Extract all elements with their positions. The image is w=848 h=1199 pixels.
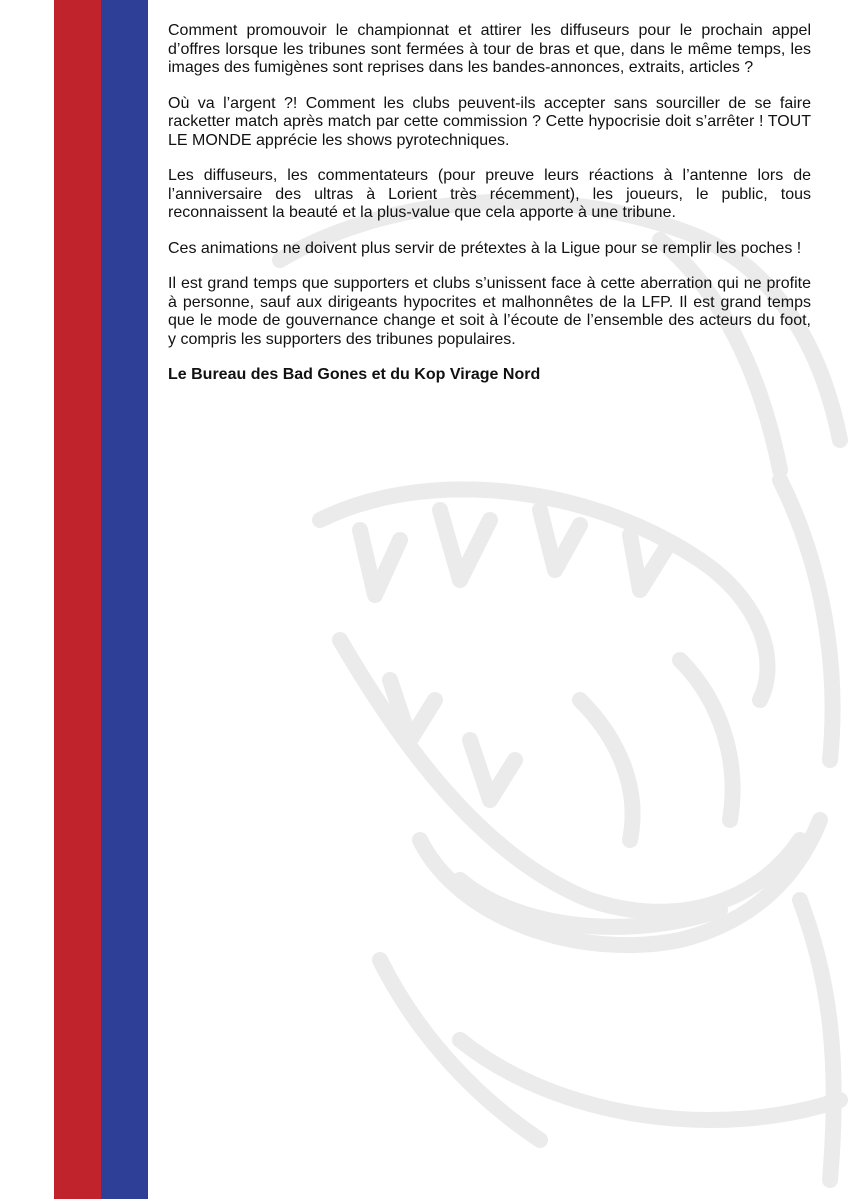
red-stripe <box>54 0 101 1199</box>
blue-stripe <box>101 0 148 1199</box>
paragraph: Comment promouvoir le championnat et attirer les diffuseurs pour le prochain appel d’offres lorsque les tribunes sont fermées à tour de bras et que, dans le même temps, les images des fumigènes sont reprises dans les bandes-annonces, extraits, articles ? <box>168 22 811 76</box>
signature: Le Bureau des Bad Gones et du Kop Virage Nord <box>168 366 541 383</box>
paragraph: Où va l’argent ?! Comment les clubs peuvent-ils accepter sans sourciller de se faire racketter match après match par cette commission ? Cette hypocrisie doit s’arrêter ! TOUT LE MONDE apprécie les shows pyrotechniques. <box>168 94 811 149</box>
paragraph: Les diffuseurs, les commentateurs (pour preuve leurs réactions à l’antenne lors de l’anniversaire des ultras à Lorient très récemment), les joueurs, le public, tous reconnaissent la beauté et la plus-value que cela apporte à une tribune. <box>168 167 811 221</box>
letter-body <box>168 22 811 402</box>
paragraph: Ces animations ne doivent plus servir de prétextes à la Ligue pour se remplir les poches ! <box>168 239 802 257</box>
paragraph: Il est grand temps que supporters et clubs s’unissent face à cette aberration qui ne profite à personne, sauf aux dirigeants hypocrites et malhonnêtes de la LFP. Il est grand temps que le mode de gouvernance change et soit à l’écoute de l’ensemble des acteurs du foot, y compris les supporters des tribunes populaires. <box>168 275 811 348</box>
